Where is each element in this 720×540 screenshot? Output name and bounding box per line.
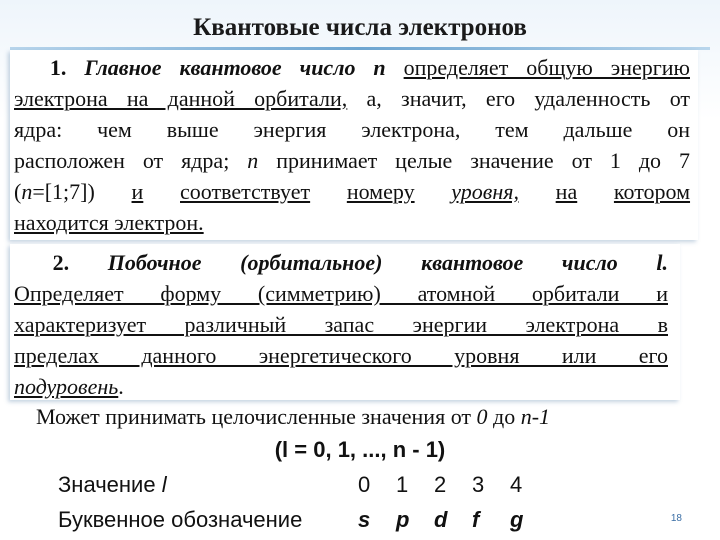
section2-paragraph — [14, 247, 668, 402]
principal-quantum-number-term: Главное квантовое число n — [84, 55, 386, 80]
section2-line1: 2. Побочное (орбитальное) квантовое число l. — [52, 250, 669, 275]
section1-paragraph — [14, 52, 690, 238]
value-row-label: Значение l — [58, 472, 167, 497]
section2-line4: пределах данного энергетического уровня или его — [14, 343, 668, 368]
range-formula: (l = 0, 1, ..., n - 1) — [274, 437, 446, 462]
letter-value: p — [396, 507, 410, 532]
l-value: 1 — [396, 472, 409, 497]
letter-value: f — [472, 507, 480, 532]
l-values — [358, 472, 548, 498]
letter-row-label: Буквенное обозначение — [58, 507, 303, 532]
section1-line2: электрона на данной орбитали, а, значит, его удаленность от — [14, 86, 691, 111]
letter-value: d — [434, 507, 448, 532]
section1-line4: расположен от ядра; n принимает целые значение от 1 до 7 — [14, 148, 691, 173]
letter-value: g — [510, 507, 524, 532]
section2-line3: характеризует различный запас энергии электрона в — [14, 312, 668, 337]
section2-line5: подуровень. — [14, 374, 124, 399]
letter-value: s — [358, 507, 371, 532]
section1-line3: ядра: чем выше энергия электрона, тем дальше он — [14, 117, 690, 142]
l-value: 2 — [434, 472, 447, 497]
section1-line6: находится электрон. — [14, 210, 204, 235]
slide-title: Квантовые числа электронов — [193, 14, 527, 41]
section1-line1: 1. Главное квантовое число n определяет общую энергию — [49, 55, 690, 80]
section2-line2: Определяет форму (симметрию) атомной орбитали и — [14, 281, 668, 306]
integer-values-note: Может принимать целочисленные значения от 0 до n-1 — [36, 404, 551, 429]
page-number: 18 — [670, 513, 682, 524]
orbital-quantum-number-term: Побочное (орбитальное) квантовое число l. — [107, 250, 669, 275]
section1-line5: (n=[1;7]) и соответствует номеру уровня, на котором — [14, 179, 691, 204]
l-value: 0 — [358, 472, 371, 497]
letter-values — [358, 507, 548, 533]
l-value: 4 — [510, 472, 523, 497]
l-value: 3 — [472, 472, 485, 497]
